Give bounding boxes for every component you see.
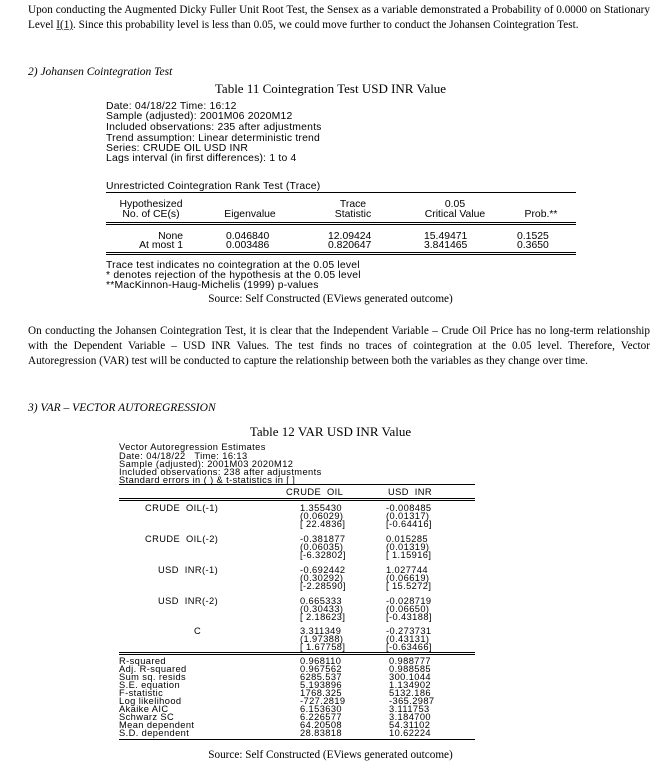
table12-bottom-rule <box>119 739 475 740</box>
intro-paragraph <box>28 3 650 33</box>
intro-text: Upon conducting the Augmented Dicky Fuller Unit Root Test, the Sensex as a variable demonstrated a Probability of 0.0000 on Stationary Level <box>28 4 650 31</box>
table11-note: * denotes rejection of the hypothesis at the 0.05 level <box>106 270 361 281</box>
stat-value-usd-inr: 1.134902 <box>389 680 431 690</box>
coef-t-stat: [-6.32802] <box>300 550 346 560</box>
row-trace: 12.09424 <box>328 231 372 242</box>
coef-std-error: (0.30292) <box>300 573 344 583</box>
stat-value-crude-oil: 6.226577 <box>300 712 342 722</box>
stat-value-crude-oil: -727.2819 <box>300 696 346 706</box>
table11-series-line: Series: CRUDE OIL USD INR <box>106 143 249 154</box>
table12-date-line: Date: 04/18/22 Time: 16:13 <box>119 451 248 461</box>
table12-source: Source: Self Constructed (EViews generated outcome) <box>208 749 453 761</box>
col-header-005: 0.05 <box>444 199 466 210</box>
coef-std-error: (0.43131) <box>386 634 430 644</box>
table11-bottom-rule <box>106 252 576 255</box>
coef-std-error: (0.06035) <box>300 542 344 552</box>
stat-value-usd-inr: 0.988777 <box>389 656 431 666</box>
coef-value: -0.028719 <box>386 596 432 606</box>
coef-t-stat: [-0.43188] <box>386 612 432 622</box>
stat-value-crude-oil: 5.193896 <box>300 680 342 690</box>
coef-value: 0.015285 <box>386 534 428 544</box>
col-header-no-ce: No. of CE(s) <box>122 209 180 220</box>
coef-std-error: (0.01317) <box>386 511 430 521</box>
stationary-level-citation[interactable]: I(1) <box>56 19 74 31</box>
table11-test-title: Unrestricted Cointegration Rank Test (Trace) <box>106 181 321 192</box>
row-critical: 3.841465 <box>424 240 468 251</box>
table11-note: **MacKinnon-Haug-Michelis (1999) p-values <box>106 280 319 291</box>
coef-std-error: (1.97388) <box>300 634 344 644</box>
coef-std-error: (0.01319) <box>386 542 430 552</box>
table12-header-rule <box>119 498 475 501</box>
row-eigenvalue: 0.046840 <box>226 231 270 242</box>
stat-value-crude-oil: 0.967562 <box>300 664 342 674</box>
intro-text-continued: . Since this probability level is less than 0.05, we could move further to conduct the Johansen Cointegration Test. <box>73 19 579 31</box>
table12-caption: Table 12 VAR USD INR Value <box>249 424 412 439</box>
table12-title-line: Vector Autoregression Estimates <box>119 442 266 452</box>
coef-row-label: CRUDE OIL(-2) <box>145 534 219 544</box>
coef-std-error: (0.06029) <box>300 511 344 521</box>
stat-value-crude-oil: 64.20508 <box>300 720 342 730</box>
stat-value-usd-inr: 3.184700 <box>389 712 431 722</box>
row-hypothesis: None <box>158 231 183 242</box>
stat-label: S.E. equation <box>119 680 181 690</box>
coef-t-stat: [ 2.18623] <box>300 612 346 622</box>
coef-t-stat: [-0.63466] <box>386 642 432 652</box>
stat-value-crude-oil: 0.968110 <box>300 656 342 666</box>
table12-observations-line: Included observations: 238 after adjustments <box>119 467 322 477</box>
coef-row-label: USD INR(-2) <box>158 596 219 606</box>
table11-caption: Table 11 Cointegration Test USD INR Value <box>214 81 447 96</box>
table11-date-line: Date: 04/18/22 Time: 16:12 <box>106 101 237 109</box>
col-header-eigenvalue: Eigenvalue <box>224 209 276 220</box>
table12-errors-line: Standard errors in ( ) & t-statistics in [ ] <box>119 475 296 485</box>
stat-label: S.D. dependent <box>119 728 190 738</box>
stat-label: R-squared <box>119 656 167 666</box>
coef-std-error: (0.06619) <box>386 573 430 583</box>
col-header-usd-inr: USD INR <box>388 487 433 497</box>
stat-label: Akaike AIC <box>119 704 169 714</box>
table11-observations-line: Included observations: 235 after adjustments <box>106 122 322 133</box>
section-heading-johansen: 2) Johansen Cointegration Test <box>28 66 173 78</box>
stat-value-crude-oil: 6.153630 <box>300 704 342 714</box>
coef-value: 3.311349 <box>300 626 342 636</box>
col-header-crude-oil: CRUDE OIL <box>286 487 344 497</box>
stat-value-crude-oil: 28.83818 <box>300 728 342 738</box>
stat-value-usd-inr: 0.988585 <box>389 664 431 674</box>
stat-value-usd-inr: 3.111753 <box>389 704 430 714</box>
stat-value-usd-inr: 54.31102 <box>389 720 431 730</box>
coef-row-label: CRUDE OIL(-1) <box>145 503 219 513</box>
coef-value: -0.008485 <box>386 503 432 513</box>
stat-label: Schwarz SC <box>119 712 175 722</box>
row-prob: 0.1525 <box>517 231 549 242</box>
col-header-critical-value: Critical Value <box>424 209 486 220</box>
coef-t-stat: [-0.64416] <box>386 519 432 529</box>
stat-value-crude-oil: 1768.325 <box>300 688 342 698</box>
coef-t-stat: [ 15.5272] <box>386 581 432 591</box>
table11-top-rule <box>106 192 576 193</box>
table11-source: Source: Self Constructed (EViews generated outcome) <box>208 293 453 305</box>
coef-value: -0.381877 <box>300 534 346 544</box>
coef-row-label: C <box>194 626 202 636</box>
stat-label: F-statistic <box>119 688 164 698</box>
table11-lags-line: Lags interval (in first differences): 1 to 4 <box>106 153 297 164</box>
coef-value: -0.273731 <box>386 626 432 636</box>
stat-value-usd-inr: 5132.186 <box>389 688 431 698</box>
stat-value-usd-inr: -365.2987 <box>389 696 435 706</box>
table11-note: Trace test indicates no cointegration at the 0.05 level <box>106 260 360 271</box>
coef-t-stat: [ 1.67758] <box>300 642 346 652</box>
stat-label: Mean dependent <box>119 720 195 730</box>
coef-value: -0.692442 <box>300 565 346 575</box>
table12-top-rule <box>119 484 475 485</box>
table12-stats-rule <box>119 652 475 655</box>
col-header-prob: Prob.** <box>524 209 558 220</box>
row-critical: 15.49471 <box>424 231 468 242</box>
coef-t-stat: [ 1.15916] <box>386 550 432 560</box>
stat-label: Adj. R-squared <box>119 664 187 674</box>
section-heading-var: 3) VAR – VECTOR AUTOREGRESSION <box>28 402 216 414</box>
stat-value-usd-inr: 10.62224 <box>389 728 431 738</box>
stat-value-crude-oil: 6285.537 <box>300 672 342 682</box>
row-hypothesis: At most 1 <box>139 240 183 251</box>
col-header-trace: Trace <box>339 199 367 210</box>
col-header-hypothesized: Hypothesized <box>119 199 183 210</box>
stat-label: Sum sq. resids <box>119 672 187 682</box>
table12-sample-line: Sample (adjusted): 2001M03 2020M12 <box>119 459 294 469</box>
coef-row-label: USD INR(-1) <box>158 565 219 575</box>
table11-header-rule <box>106 222 576 225</box>
row-trace: 0.820647 <box>328 240 372 251</box>
coef-value: 1.355430 <box>300 503 342 513</box>
stat-label: Log likelihood <box>119 696 182 706</box>
coef-value: 0.665333 <box>300 596 342 606</box>
coef-t-stat: [ 22.4836] <box>300 519 346 529</box>
coef-t-stat: [-2.28590] <box>300 581 346 591</box>
coef-std-error: (0.06650) <box>386 604 430 614</box>
row-eigenvalue: 0.003486 <box>226 240 270 251</box>
stat-value-usd-inr: 300.1044 <box>389 672 431 682</box>
coef-std-error: (0.30433) <box>300 604 344 614</box>
col-header-statistic: Statistic <box>334 209 372 220</box>
coef-value: 1.027744 <box>386 565 428 575</box>
row-prob: 0.3650 <box>517 240 549 251</box>
table11-trend-line: Trend assumption: Linear deterministic trend <box>106 133 321 144</box>
cointegration-paragraph: On conducting the Johansen Cointegration Test, it is clear that the Independent Variable – Crude Oil Price has no long-term relationship with the Dependent Variable – USD INR Values. The test finds no traces of cointegration at the 0.05 level. Therefore, Vector Autoregression (VAR) test will be conducted to capture the relationship between both the variables as they change over time. <box>28 325 650 367</box>
table11-sample-line: Sample (adjusted): 2001M06 2020M12 <box>106 111 293 122</box>
